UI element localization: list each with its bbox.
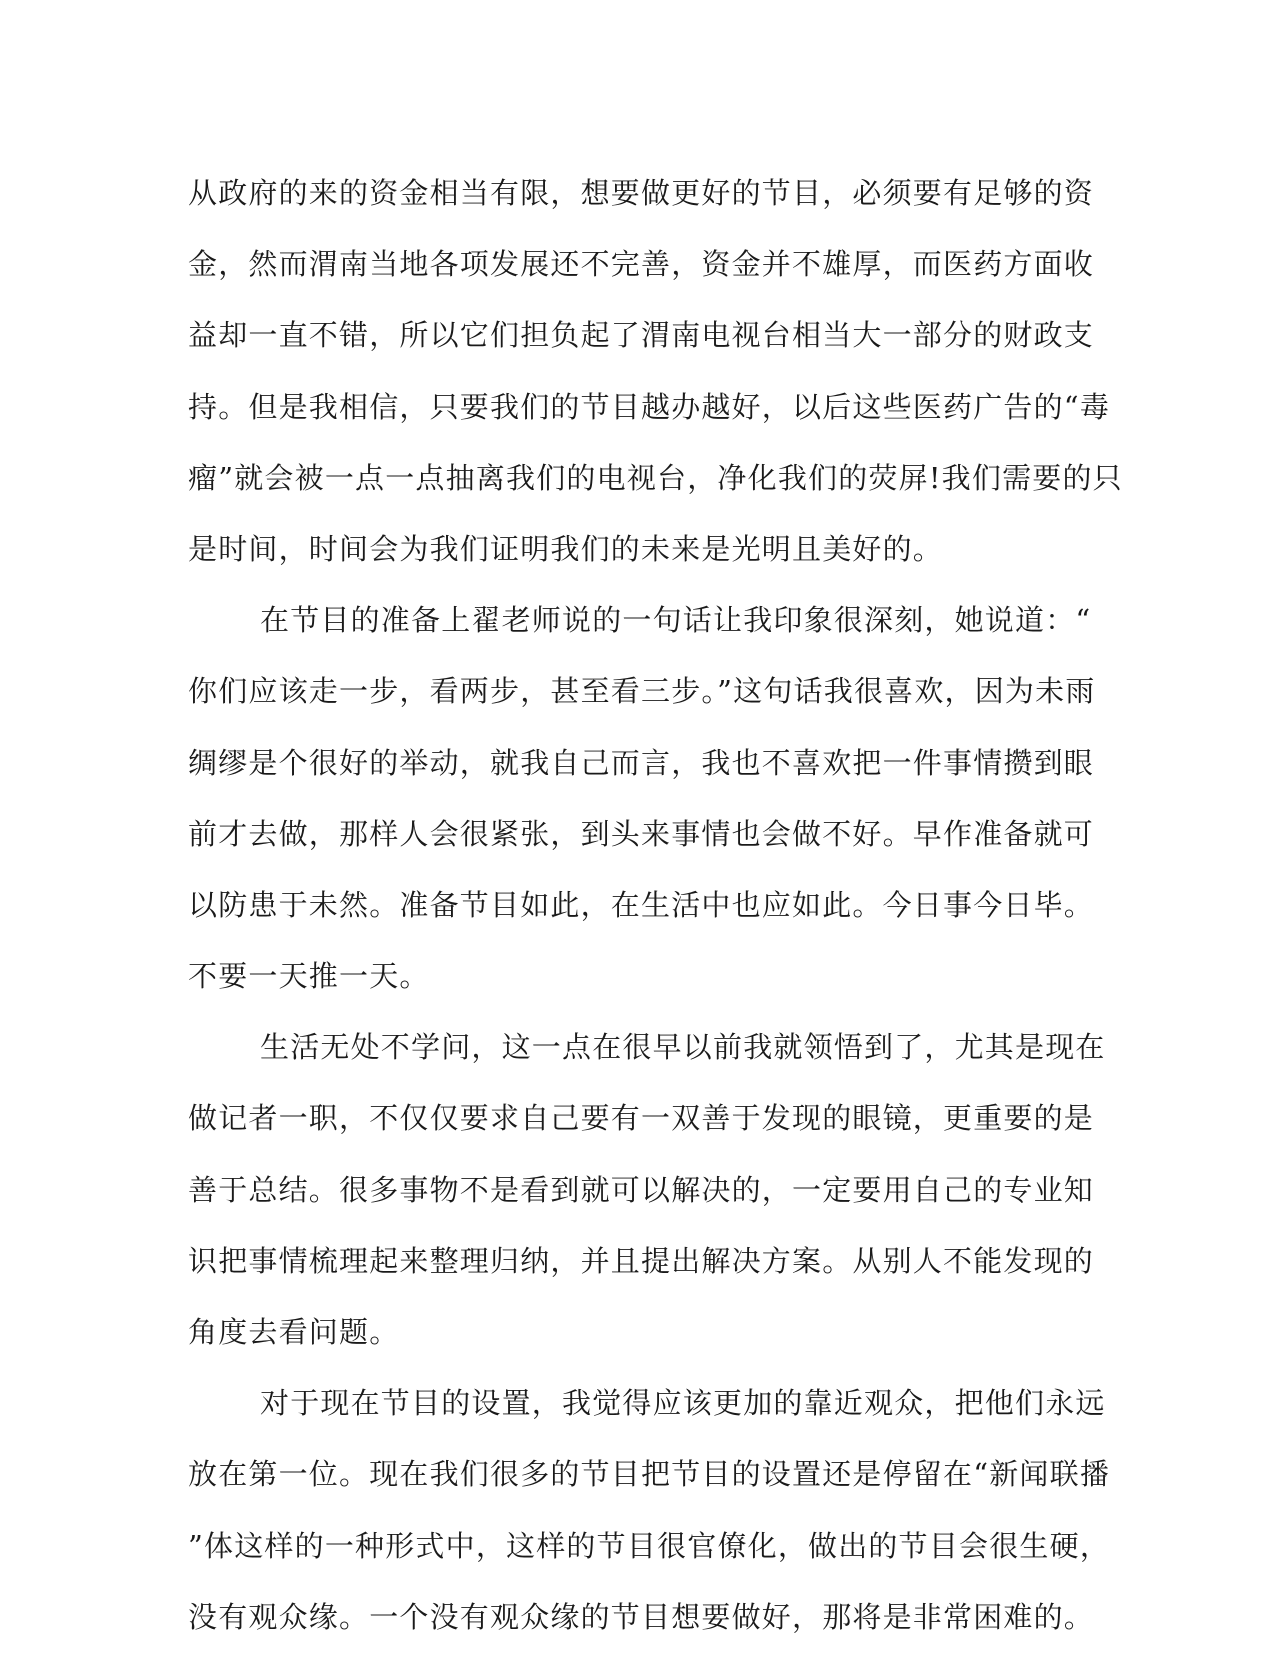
paragraph-1 [188,158,1123,585]
text-line: 没有观众缘。一个没有观众缘的节目想要做好，那将是非常困难的。 [188,1599,1095,1634]
text-line: 生活无处不学问，这一点在很早以前我就领悟到了，尤其是现在 [260,1030,1106,1065]
text-line: 善于总结。很多事物不是看到就可以解决的，一定要用自己的专业知 [188,1172,1095,1207]
text-line: 以防患于未然。准备节目如此，在生活中也应如此。今日事今日毕。 [188,887,1095,922]
text-line: 是时间，时间会为我们证明我们的未来是光明且美好的。 [188,531,944,566]
text-line: ”体这样的一种形式中，这样的节目很官僚化，做出的节目会很生硬， [188,1528,1111,1563]
text-line: 金，然而渭南当地各项发展还不完善，资金并不雄厚，而医药方面收 [188,247,1095,282]
text-line: 放在第一位。现在我们很多的节目把节目的设置还是停留在“新闻联播 [188,1457,1111,1492]
text-line: 不要一天推一天。 [188,959,430,994]
text-line: 持。但是我相信，只要我们的节目越办越好，以后这些医药广告的“毒 [188,389,1111,424]
paragraph-2 [188,585,1096,1012]
text-line: 做记者一职，不仅仅要求自己要有一双善于发现的眼镜，更重要的是 [188,1101,1095,1136]
text-line: 对于现在节目的设置，我觉得应该更加的靠近观众，把他们永远 [260,1386,1106,1421]
text-line: 角度去看问题。 [188,1315,400,1349]
text-line: 你们应该走一步，看两步，甚至看三步。”这句话我很喜欢，因为未雨 [188,674,1096,709]
document-body [188,158,1123,1653]
text-line: 瘤”就会被一点一点抽离我们的电视台，净化我们的荧屏!我们需要的只 [188,460,1123,495]
text-line: 识把事情梳理起来整理归纳，并且提出解决方案。从别人不能发现的 [188,1243,1095,1278]
text-line: 在节目的准备上翟老师说的一句话让我印象很深刻，她说道：“ [260,603,1092,638]
paragraph-3 [188,1012,1106,1368]
paragraph-4 [188,1368,1111,1653]
text-line: 前才去做，那样人会很紧张，到头来事情也会做不好。早作准备就可 [188,816,1095,851]
text-line: 从政府的来的资金相当有限，想要做更好的节目，必须要有足够的资 [188,176,1095,210]
text-line: 绸缪是个很好的举动，就我自己而言，我也不喜欢把一件事情攒到眼 [188,745,1095,780]
text-line: 益却一直不错，所以它们担负起了渭南电视台相当大一部分的财政支 [188,318,1095,353]
